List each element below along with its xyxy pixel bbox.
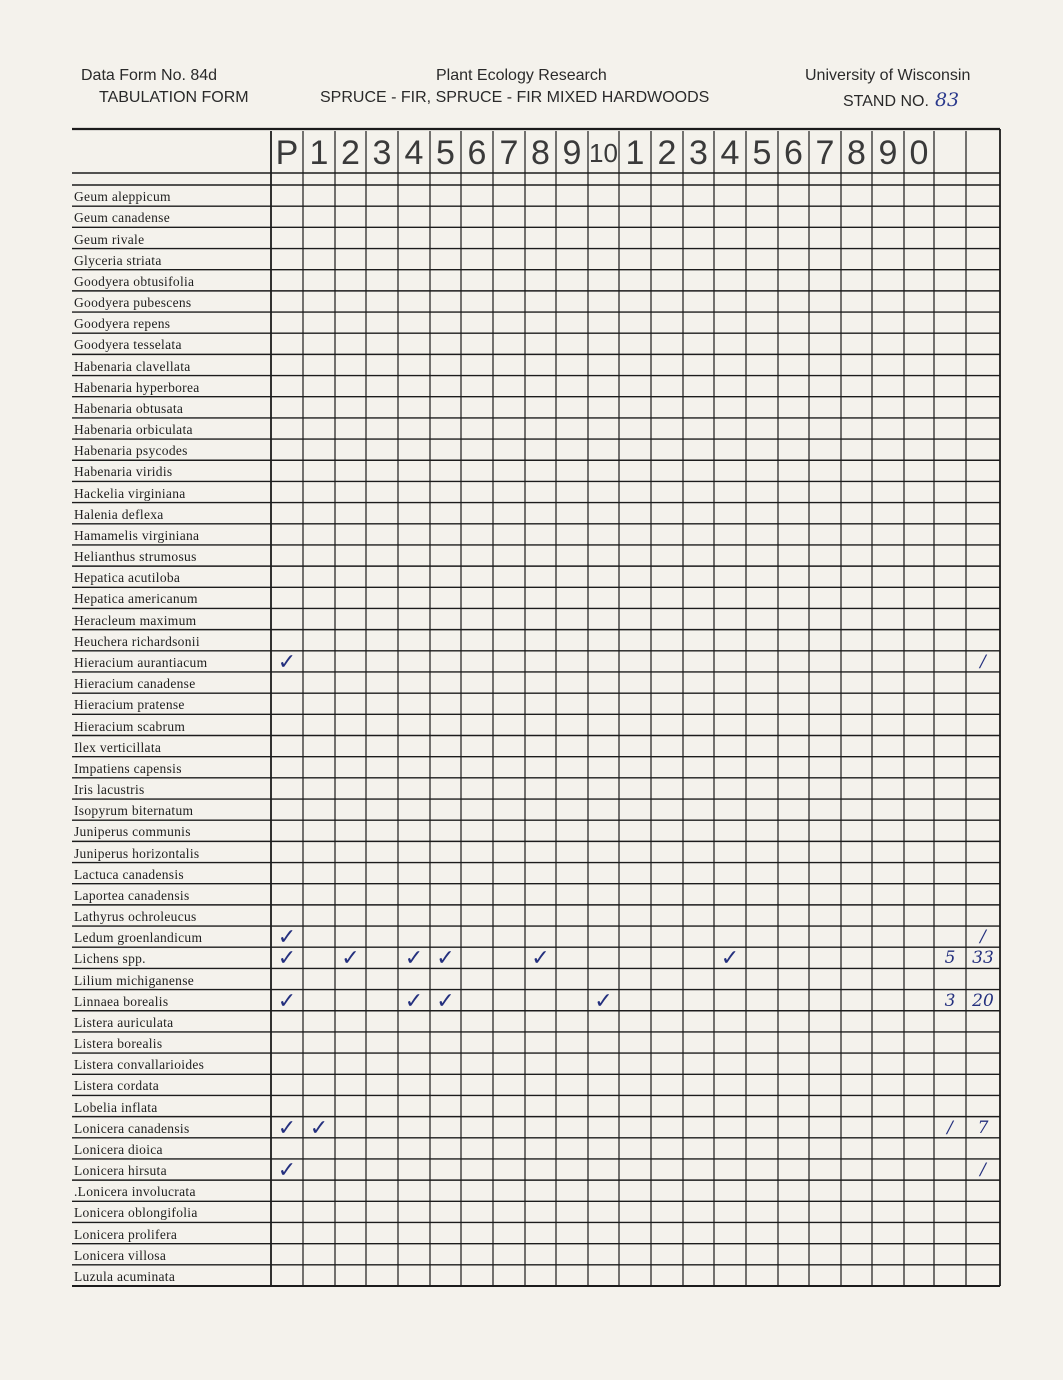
university-name: University of Wisconsin (805, 67, 971, 84)
column-number: 7 (815, 134, 835, 172)
species-label: Geum canadense (74, 210, 171, 226)
check-mark[interactable]: ✓ (531, 946, 550, 972)
species-label: Ledum groenlandicum (74, 930, 203, 946)
species-label: Halenia deflexa (74, 506, 164, 522)
column-number: 2 (341, 134, 360, 172)
species-label: Listera auriculata (74, 1014, 174, 1030)
check-mark[interactable]: ✓ (277, 925, 297, 951)
species-label: Lathyrus ochroleucus (74, 909, 197, 925)
check-mark[interactable]: ✓ (720, 946, 740, 972)
species-label: Heuchera richardsonii (74, 633, 200, 649)
form-number: Data Form No. 84d (81, 67, 218, 84)
species-label: Glyceria striata (74, 252, 162, 268)
species-label: Goodyera obtusifolia (74, 273, 195, 289)
species-label: Geum aleppicum (74, 189, 171, 205)
species-label: Lonicera oblongifolia (74, 1205, 198, 1221)
species-label: Lonicera dioica (74, 1141, 163, 1157)
check-mark[interactable]: ✓ (277, 649, 297, 675)
species-label: Hamamelis virginiana (74, 527, 200, 543)
column-number: 1 (625, 134, 645, 172)
species-label: Hieracium canadense (74, 676, 196, 692)
tally-count[interactable]: 3 (944, 990, 956, 1011)
check-mark[interactable]: ✓ (341, 946, 360, 972)
species-label: Habenaria obtusata (74, 400, 184, 416)
species-label: Habenaria viridis (74, 464, 173, 480)
species-label: Habenaria psycodes (74, 443, 188, 459)
species-label: Hieracium aurantiacum (74, 654, 208, 670)
species-label: Hepatica americanum (74, 591, 198, 607)
check-mark[interactable]: ✓ (277, 1115, 297, 1141)
species-label: Linnaea borealis (74, 993, 169, 1009)
check-mark[interactable]: ✓ (309, 1115, 329, 1141)
tally-count[interactable]: / (980, 927, 986, 948)
column-number: 1 (309, 134, 329, 172)
column-number: 3 (689, 134, 708, 172)
species-label: Listera convallarioides (74, 1057, 205, 1073)
species-label: Iris lacustris (74, 782, 145, 798)
column-number: 3 (372, 134, 392, 172)
species-label: Luzula acuminata (74, 1269, 176, 1284)
species-label: Hieracium scabrum (74, 718, 186, 734)
check-mark[interactable]: ✓ (404, 946, 424, 972)
species-label: Goodyera repens (74, 316, 171, 332)
species-label: Habenaria hyperborea (74, 379, 200, 395)
check-mark[interactable]: ✓ (436, 988, 455, 1014)
column-number: 6 (784, 134, 803, 172)
species-label: Isopyrum biternatum (74, 803, 194, 819)
check-mark[interactable]: ✓ (436, 946, 455, 972)
column-number: 9 (878, 134, 898, 172)
species-label: Lonicera canadensis (74, 1120, 190, 1136)
species-label: Impatiens capensis (74, 760, 182, 776)
species-label: Lactuca canadensis (74, 866, 184, 882)
column-number: 5 (436, 134, 455, 172)
forest-type: SPRUCE - FIR, SPRUCE - FIR MIXED HARDWOODS (320, 89, 710, 106)
species-label: Listera borealis (74, 1036, 163, 1052)
species-label: Lonicera prolifera (74, 1226, 178, 1242)
species-label: Ilex verticillata (74, 739, 162, 755)
column-number: 5 (752, 134, 772, 172)
species-label: Juniperus horizontalis (74, 845, 200, 861)
column-number: 8 (847, 134, 866, 172)
organization-title: Plant Ecology Research (436, 67, 607, 84)
check-mark[interactable]: ✓ (404, 988, 424, 1014)
species-label: Juniperus communis (74, 824, 191, 840)
species-label: Goodyera tesselata (74, 337, 182, 353)
species-label: Hieracium pratense (74, 697, 185, 713)
column-number: P (275, 134, 299, 172)
column-number: 7 (499, 134, 519, 172)
tally-count[interactable]: 33 (972, 948, 994, 969)
species-label: Lonicera villosa (74, 1247, 167, 1263)
species-label: .Lonicera involucrata (74, 1184, 196, 1200)
species-label: Hackelia virginiana (74, 485, 186, 501)
check-mark[interactable]: ✓ (277, 946, 297, 972)
column-number: 4 (720, 134, 740, 172)
species-label: Geum rivale (74, 231, 145, 247)
species-label: Listera cordata (74, 1078, 160, 1094)
stand-value[interactable]: 83 (934, 89, 960, 111)
species-label: Hepatica acutiloba (74, 570, 181, 586)
check-mark[interactable]: ✓ (277, 1157, 297, 1183)
column-number: 2 (657, 134, 677, 172)
column-number: 6 (467, 134, 487, 172)
species-label: Lichens spp. (74, 951, 146, 967)
column-number: 4 (404, 134, 424, 172)
species-label: Lobelia inflata (74, 1099, 158, 1115)
tally-count[interactable]: / (980, 1159, 986, 1180)
tally-count[interactable]: 7 (977, 1117, 989, 1138)
species-label: Laportea canadensis (74, 887, 190, 903)
species-label: Goodyera pubescens (74, 295, 192, 311)
species-label: Helianthus strumosus (74, 549, 197, 565)
check-mark[interactable]: ✓ (277, 988, 297, 1014)
column-number: 8 (531, 134, 550, 172)
column-number: 9 (562, 134, 582, 172)
species-label: Lonicera hirsuta (74, 1163, 167, 1179)
tally-count[interactable]: / (980, 651, 986, 672)
form-type: TABULATION FORM (99, 89, 249, 106)
column-number: 10 (589, 138, 618, 168)
species-label: Habenaria orbiculata (74, 422, 193, 438)
check-mark[interactable]: ✓ (594, 988, 613, 1014)
species-label: Heracleum maximum (74, 612, 197, 628)
species-label: Habenaria clavellata (74, 358, 191, 374)
column-number: 0 (909, 134, 929, 172)
tally-count[interactable]: 20 (972, 990, 994, 1011)
stand-label: STAND NO. (843, 93, 929, 110)
tally-count[interactable]: / (947, 1117, 953, 1138)
species-label: Lilium michiganense (74, 972, 195, 988)
tally-count[interactable]: 5 (944, 948, 956, 969)
